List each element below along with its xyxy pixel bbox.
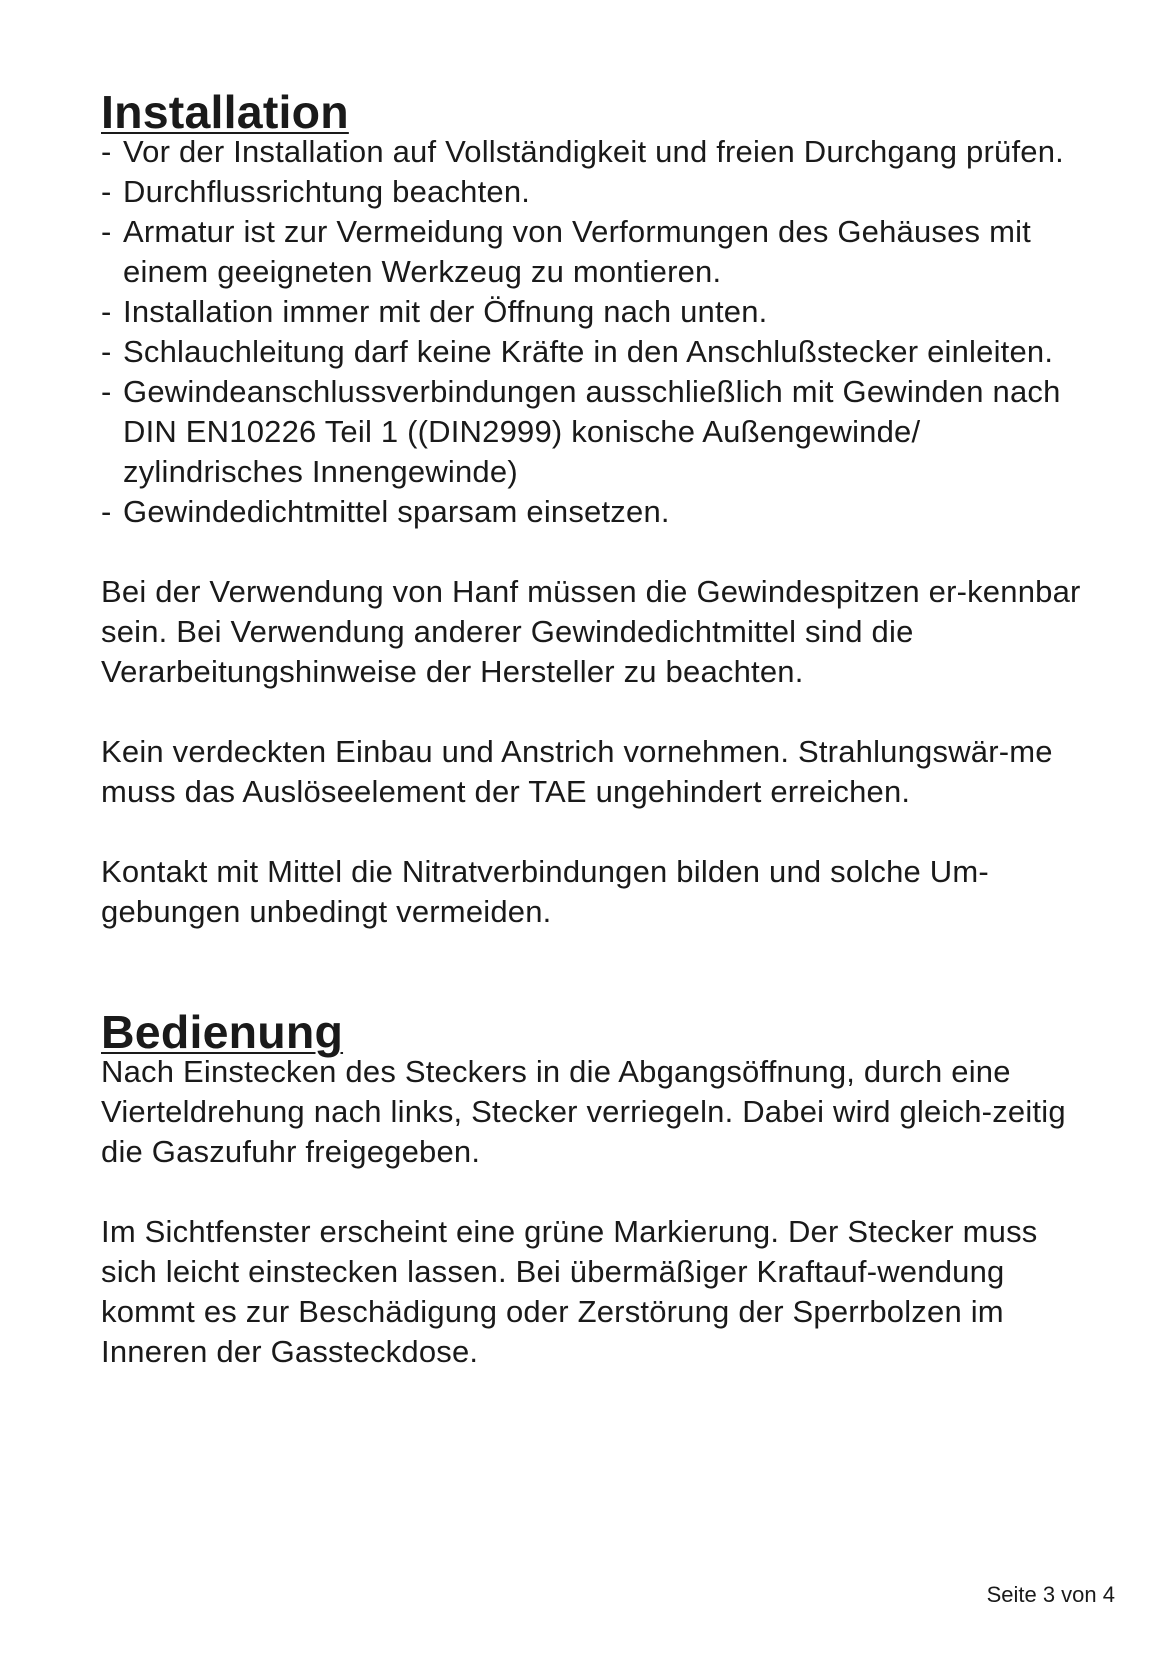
installation-bullet: - Schlauchleitung darf keine Kräfte in den Anschlußstecker einleiten.	[101, 332, 1091, 372]
installation-bullet: - Durchflussrichtung beachten.	[101, 172, 1091, 212]
installation-paragraph: Kein verdeckten Einbau und Anstrich vornehmen. Strahlungswär-me muss das Auslöseelement der TAE ungehindert erreichen.	[101, 734, 1053, 809]
installation-bullet: - Installation immer mit der Öffnung nach unten.	[101, 292, 1091, 332]
installation-bullet: - Gewindeanschlussverbindungen ausschließlich mit Gewinden nach DIN EN10226 Teil 1 ((DIN2999) konische Außengewinde/ zylindrisches Innengewinde)	[101, 372, 1091, 492]
bedienung-paragraph: Nach Einstecken des Steckers in die Abgangsöffnung, durch eine Vierteldrehung nach links, Stecker verriegeln. Dabei wird gleich-zeitig die Gaszufuhr freigegeben.	[101, 1054, 1066, 1169]
page-number: Seite 3 von 4	[986, 1582, 1115, 1607]
spacer	[101, 692, 1091, 732]
bedienung-paragraph: Im Sichtfenster erscheint eine grüne Markierung. Der Stecker muss sich leicht einstecken lassen. Bei übermäßiger Kraftauf-wendung kommt es zur Beschädigung oder Zerstörung der Sperrbolzen im Inneren der Gassteckdose.	[101, 1214, 1038, 1369]
section-heading-bedienung: Bedienung	[101, 1006, 344, 1058]
spacer	[101, 812, 1091, 852]
section-heading-installation: Installation	[101, 86, 349, 138]
document-page	[101, 86, 1091, 1372]
spacer	[101, 1172, 1091, 1212]
installation-bullet: - Armatur ist zur Vermeidung von Verformungen des Gehäuses mit einem geeigneten Werkzeug zu montieren.	[101, 212, 1091, 292]
spacer	[101, 532, 1091, 572]
installation-paragraph: Bei der Verwendung von Hanf müssen die Gewindespitzen er-kennbar sein. Bei Verwendung anderer Gewindedichtmittel sind die Verarbeitungshinweise der Hersteller zu beachten.	[101, 574, 1081, 689]
installation-bullet-list	[101, 132, 1091, 532]
installation-bullet: - Vor der Installation auf Vollständigkeit und freien Durchgang prüfen.	[101, 132, 1091, 172]
spacer	[101, 932, 1091, 1012]
installation-bullet: - Gewindedichtmittel sparsam einsetzen.	[101, 492, 1091, 532]
installation-paragraph: Kontakt mit Mittel die Nitratverbindungen bilden und solche Um-gebungen unbedingt vermeiden.	[101, 854, 989, 929]
